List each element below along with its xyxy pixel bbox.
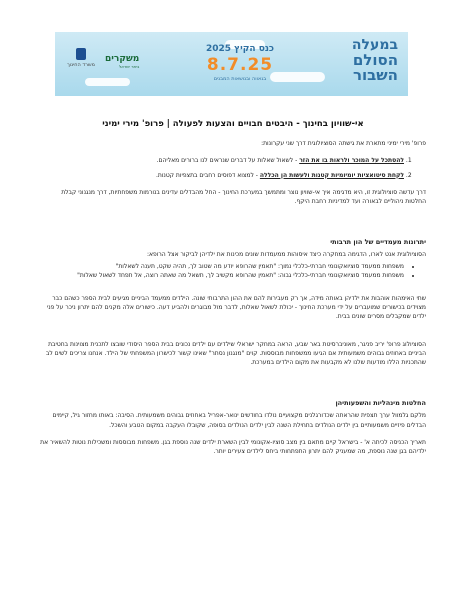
- banner-title-line: השבור: [352, 66, 398, 84]
- banner-title-line: הסולם: [352, 51, 398, 69]
- principle-item: [40, 156, 404, 165]
- principle-bold: להסתכל על המוכר ולראות בו את הזר: [299, 157, 404, 165]
- sponsor-logos: [61, 46, 161, 82]
- principle-bold: לקחת סיטואציות יומיומיות קטנות ולעשות הן הכללה: [259, 171, 404, 179]
- body-paragraph: תאריך הכניסה לכיתה א' - בישראל קיים מתאם בין מצב סוציו-אקונומי לבין השארת ילדים שנה נוספת בגן. משפחות מבוססות ומשכילות נוטות להשאיר את ילדיהם בגן שנה נוספת, מה שמעניק להם יתרון התפתחותי ביחס לילדים צעירים יותר.: [40, 438, 426, 456]
- document-title: אי-שוויון בחינוך - היבטים חבויים והצעות לפעולה | פרופ' מירי ימיני: [102, 119, 364, 129]
- banner-title: [320, 38, 398, 90]
- mishkar-logo-text: משקרים: [105, 54, 140, 64]
- conference-date: 8.7.25: [206, 55, 274, 75]
- principle-text: - למצוא דפוסים רחבים בתצפיות קטנות.: [155, 171, 260, 179]
- ministry-logo: [63, 48, 99, 68]
- principle-text: - לשאול שאלות על דברים שנראים לנו ברורים מאליהם.: [156, 157, 300, 165]
- mishkar-logo: [105, 54, 139, 69]
- body-paragraph: הסוציולוג פרופ' יריב פניגר, מאוניברסיטת באר שבע, הראה במחקר ישראלי שילדים עם ילדים נכונים בבית הספר היסודי שובצו לתכנית מצוינות בחטיבת הביניים באחוזים גבוהים משמעותית אם הגיעו ממשפחות מבוססות. קוים "מנגנון נסתר" שאינו קשור לכישרון המשפחתי של הילד. אנחנו צריכים לשים לב שהתכניות הללו מודעות שלנו לא מקבעות את מקום הילדים במערכת.: [45, 340, 426, 367]
- section-heading: החלטות מינהליות והשפעותיהן: [335, 399, 426, 408]
- example-list: [40, 262, 426, 280]
- body-paragraph: מלקם גלמוול ערך תצפית שהראתה שכדורגלנים מקצועיים נולדו בחודשים ינואר-אפריל באחוזים גבוהים משמעותית. הסיבה: באותו מחזור גיל, קיימים הבדלים פיזיים משמעותיים בין ילדים הנולדים בתחילת השנה לבין ילדים הנולדים בסופה, שקובלו העקבה במקום הטבע והשכל.: [52, 412, 426, 429]
- section-heading: יתרונות מעמדיים של הון תרבותי: [330, 238, 426, 247]
- intro-paragraph: פרופ' מירי ימיני מתארת את גישתה הסוציולוגית דרך שני עקרונות:: [261, 140, 426, 148]
- ministry-logo-text: משרד החינוך: [67, 62, 95, 68]
- conference-banner: [55, 32, 408, 96]
- principles-list: [40, 156, 426, 179]
- mishkar-logo-subtext: ביתר ישראל: [119, 64, 140, 69]
- banner-title-line: במעלה: [351, 37, 398, 53]
- example-item: • משפחות ממעמד סוציואקונומי חברתי-כלכלי גבוה: "תאמין שהרופא מקשיב לך, תשאל מה שאתה רוצה, אל תפחד לשאול שאלות": [40, 271, 404, 280]
- section-lead: הסוציולוגית אנט לארו, הדגימה במחקרה כיצד איסוהות ממעמדות שונים מכינות את ילדיהן לביקור אצל הרופא:: [147, 251, 426, 259]
- state-emblem-icon: [76, 48, 86, 60]
- body-paragraph: שתי האימהות אוהבות את ילדיהן באותה מידה, אך רק מעבירות להם את ההון התרבותי שונה. הילדים ממעמד הביניים מגיעים לבית הספר כשהם כבר מצוידים בכישורים שמועברים על ידי מערכת החינוך - יכולת לשאול שאלות, לדבר מול מבוגרים ולהביע דעה. כישורים אלה מקנים להם יתרון ניכר על פני ילדים שמקבלים מסרים שונים בבית.: [46, 295, 426, 321]
- example-item: • משפחות ממעמד סוציואקונומי חברתי-כלכלי נמוך: "תאמין שהרופא יודע מה שטוב לך, תהיה שקט, תענה לשאלות": [40, 262, 404, 271]
- principle-item: [40, 171, 404, 180]
- method-paragraph: דרך עדשה סוציולוגית זו, היא מדגימה איך אי-שוויון נוצר ומתמשך במערכת החינוך - החל מהבדלים עדינים בנורמות משפחתיות, דרך מנגנוני קבלת החלטות ניהוליים לבאורה ועד למדיניות רחבת היקף.: [61, 188, 426, 206]
- conference-venue: בגאווה ובנושאות המבנים: [213, 76, 267, 82]
- document-body: [40, 120, 426, 464]
- conference-name: כנס הקיץ 2025: [205, 44, 275, 54]
- banner-event-info: [175, 44, 305, 82]
